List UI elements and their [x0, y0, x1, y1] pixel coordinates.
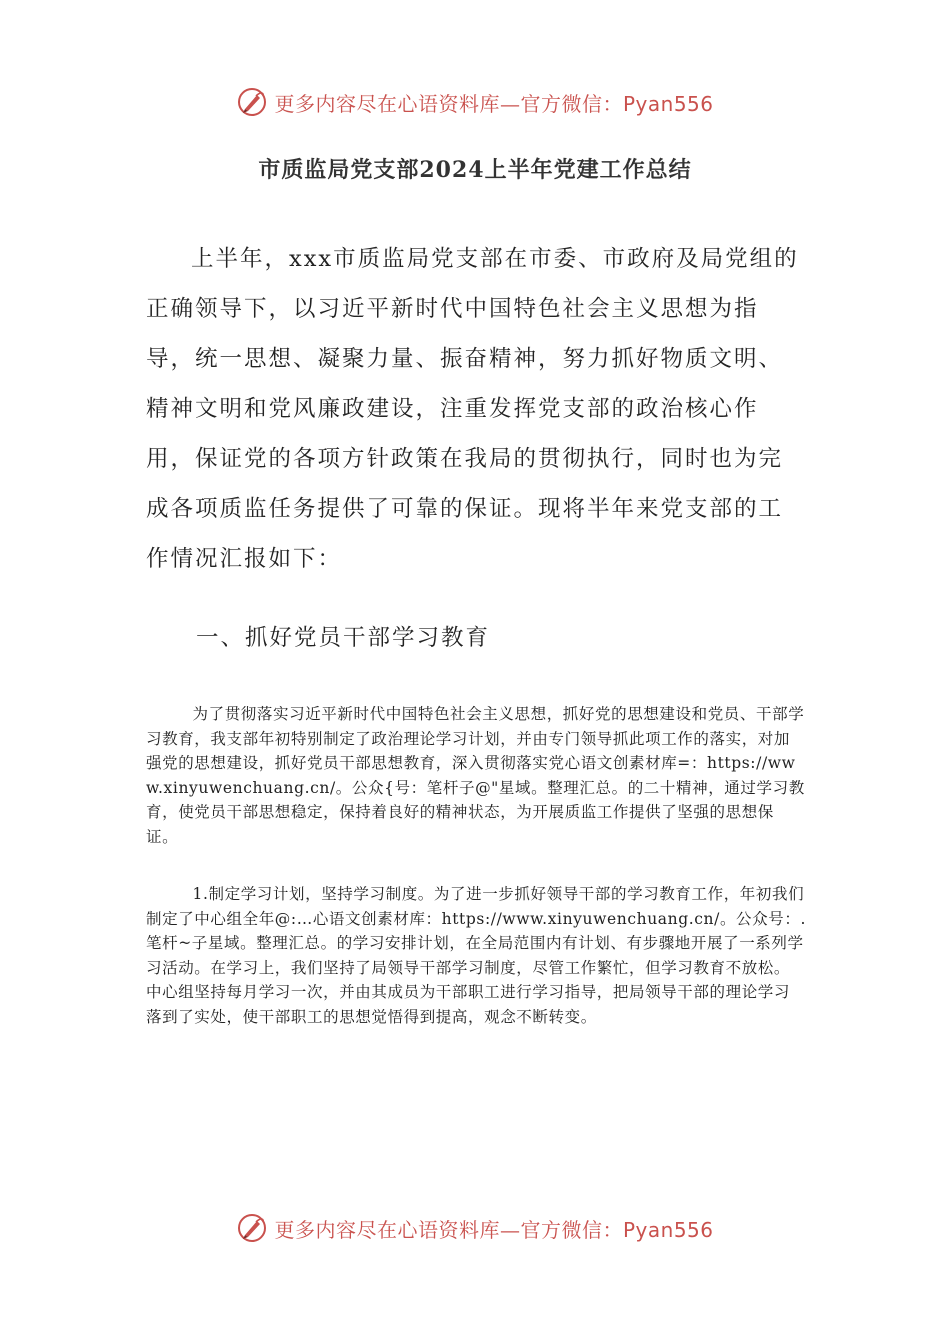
section-heading: 一、抓好党员干部学习教育	[196, 625, 491, 651]
header-banner-label: 更多内容尽在心语资料库—官方微信：	[274, 91, 623, 116]
footer-wechat-id: Pyan556	[622, 1217, 714, 1242]
header-banner-text	[274, 88, 713, 117]
quill-logo-icon	[236, 1212, 268, 1244]
document-title: 市质监局党支部2024上半年党建工作总结	[258, 157, 692, 183]
body-paragraph-2: 1.制定学习计划，坚持学习制度。为了进一步抓好领导干部的学习教育工作，年初我们制定了中心组全年@:…心语文创素材库：https://www.xinyuwenchuang.cn/。公众号：.笔杆~子星域。整理汇总。的学习安排计划，在全局范围内有计划、有步骤地开展了一系列学习活动。在学习上，我们坚持了局领导干部学习制度，尽管工作繁忙，但学习教育不放松。中心组坚持每月学习一次，并由其成员为干部职工进行学习指导，把局领导干部的理论学习落到了实处，使干部职工的思想觉悟得到提高，观念不断转变。	[146, 885, 806, 1026]
intro-paragraph: 上半年，xxx市质监局党支部在市委、市政府及局党组的正确领导下，以习近平新时代中国特色社会主义思想为指导，统一思想、凝聚力量、振奋精神，努力抓好物质文明、精神文明和党风廉政建设，注重发挥党支部的政治核心作用，保证党的各项方针政策在我局的贯彻执行，同时也为完成各项质监任务提供了可靠的保证。现将半年来党支部的工作情况汇报如下：	[146, 246, 799, 572]
footer-banner-text	[274, 1214, 713, 1243]
header-banner-content	[236, 86, 713, 118]
footer-banner-label: 更多内容尽在心语资料库—官方微信：	[274, 1217, 623, 1242]
header-banner	[0, 82, 950, 122]
quill-logo-icon	[236, 86, 268, 118]
header-wechat-id: Pyan556	[622, 91, 714, 116]
footer-banner	[0, 1208, 950, 1248]
footer-banner-content	[236, 1212, 713, 1244]
body-paragraph-1: 为了贯彻落实习近平新时代中国特色社会主义思想，抓好党的思想建设和党员、干部学习教育，我支部年初特别制定了政治理论学习计划，并由专门领导抓此项工作的落实，对加强党的思想建设，抓好党员干部思想教育，深入贯彻落实党心语文创素材库=：https://www.xinyuwenchuang.cn/。公众{号：笔杆子@"星域。整理汇总。的二十精神，通过学习教育，使党员干部思想稳定，保持着良好的精神状态，为开展质监工作提供了坚强的思想保证。	[146, 705, 805, 846]
